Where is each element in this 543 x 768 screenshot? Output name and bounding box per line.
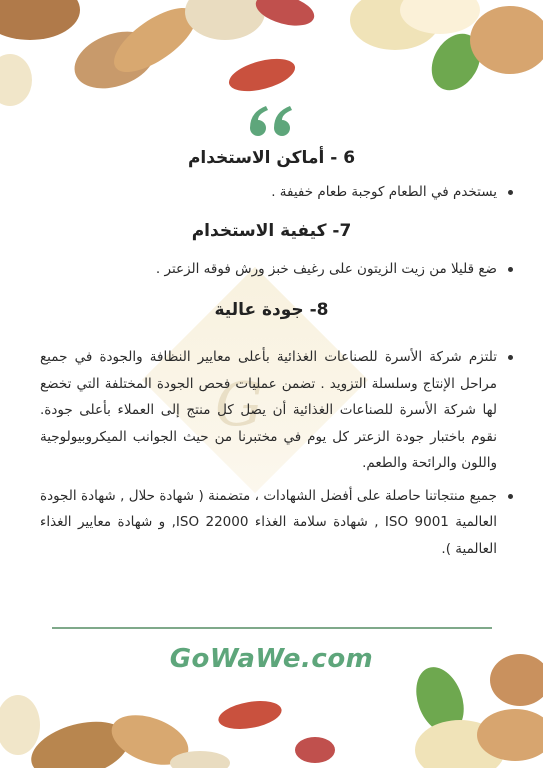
footer-divider	[52, 627, 492, 629]
list-item: ضع قليلا من زيت الزيتون على رغيف خبز ورش فوقه الزعتر .	[40, 256, 497, 283]
section-8-list	[40, 344, 519, 562]
watermark-letter: G	[215, 370, 263, 440]
section-8-title: 8- جودة عالية	[214, 300, 329, 320]
section-6-list	[40, 179, 519, 206]
section-7-title: 7- كيفية الاستخدام	[191, 221, 352, 241]
list-item: يستخدم في الطعام كوجبة طعام خفيفة .	[40, 179, 497, 206]
list-item: جميع منتجاتنا حاصلة على أفضل الشهادات ، متضمنة ( شهادة حلال , شهادة الجودة العالمية ISO 9001 , شهادة سلامة الغذاء ISO 22000, و شهادة معايير الغذاء العالمية ).	[40, 483, 497, 563]
brand-logo-text[interactable]: GoWaWe.com	[169, 644, 374, 674]
list-item: تلتزم شركة الأسرة للصناعات الغذائية بأعلى معايير النظافة والجودة في جميع مراحل الإنتاج وسلسلة التزويد . تضمن عمليات فحص الجودة المختلفة التي تخضع لها شركة الأسرة للصناعات الغذائية أن يصل كل منتج إلى العملاء بأعلى جودة. نقوم باختبار جودة الزعتر كل يوم في مختبرنا من حيث الجوانب الميكروبيولوجية واللون والرائحة والطعم.	[40, 344, 497, 477]
section-7-list	[40, 256, 519, 283]
quote-marks-icon	[246, 102, 296, 142]
nuts-top-decoration	[0, 0, 543, 110]
section-6-title: 6 - أماكن الاستخدام	[187, 148, 356, 168]
